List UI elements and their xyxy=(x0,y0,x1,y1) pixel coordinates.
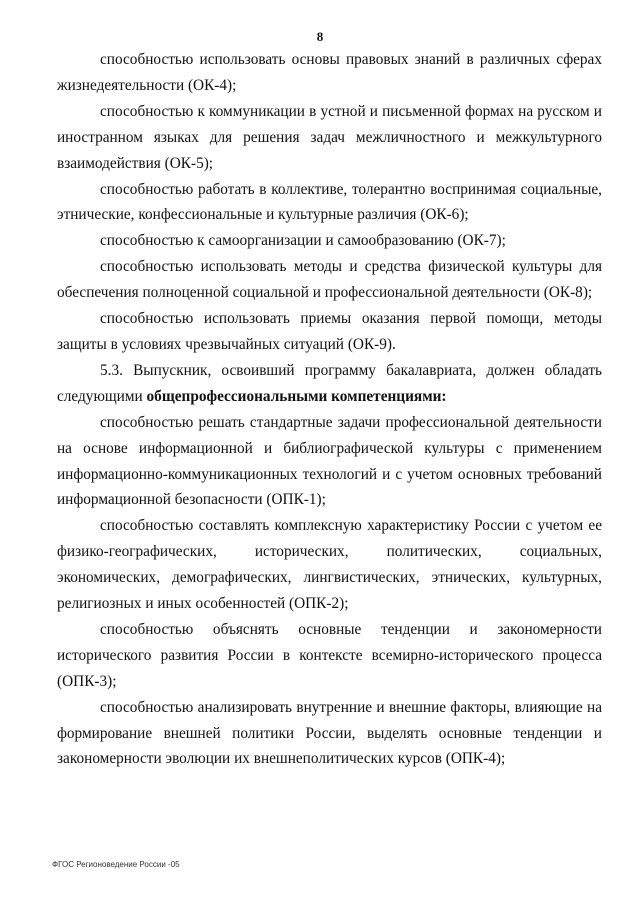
section-5-3-bold-term: общепрофессиональными компетенциями: xyxy=(146,387,447,405)
paragraph-opk-4: способностью анализировать внутренние и внешние факторы, влияющие на формирование внешней политики России, выделять основные тенденции и закономерности эволюции их внешнеполитических курсов (ОПК-4); xyxy=(57,698,602,768)
paragraph-ok-6: способностью работать в коллективе, толерантно воспринимая социальные, этнические, конфессиональные и культурные различия (ОК-6); xyxy=(57,180,602,224)
paragraph-section-5-3 xyxy=(57,358,602,410)
page-number: 8 xyxy=(316,29,324,44)
document-body xyxy=(57,47,602,772)
paragraph-ok-4: способностью использовать основы правовых знаний в различных сферах жизнедеятельности (ОК-4); xyxy=(57,51,602,94)
paragraph-opk-1: способностью решать стандартные задачи профессиональной деятельности на основе информационной и библиографической культуры с применением информационно-коммуникационных технологий и с учетом основных требований информационной безопасности (ОПК-1); xyxy=(57,413,602,509)
paragraph-ok-7: способностью к самоорганизации и самообразованию (ОК-7); xyxy=(100,232,506,250)
footer-label: ФГОС Регионоведение России -05 xyxy=(52,860,180,869)
paragraph-opk-2: способностью составлять комплексную характеристику России с учетом ее физико-географических, исторических, политических, социальных, экономических, демографических, лингвистических, этнических, культурных, религиозных и иных особенностей (ОПК-2); xyxy=(57,517,602,613)
paragraph-ok-8: способностью использовать методы и средства физической культуры для обеспечения полноценной социальной и профессиональной деятельности (ОК-8); xyxy=(57,258,602,302)
paragraph-opk-3: способностью объяснять основные тенденции и закономерности исторического развития России в контексте всемирно-исторического процесса (ОПК-3); xyxy=(57,620,602,690)
paragraph-ok-5: способностью к коммуникации в устной и письменной формах на русском и иностранном языках для решения задач межличностного и межкультурного взаимодействия (ОК-5); xyxy=(57,102,602,172)
section-5-3-intro: 5.3. Выпускник, освоивший программу бакалавриата, должен обладать следующими xyxy=(57,361,602,405)
paragraph-ok-9: способностью использовать приемы оказания первой помощи, методы защиты в условиях чрезвычайных ситуаций (ОК-9). xyxy=(57,310,602,353)
